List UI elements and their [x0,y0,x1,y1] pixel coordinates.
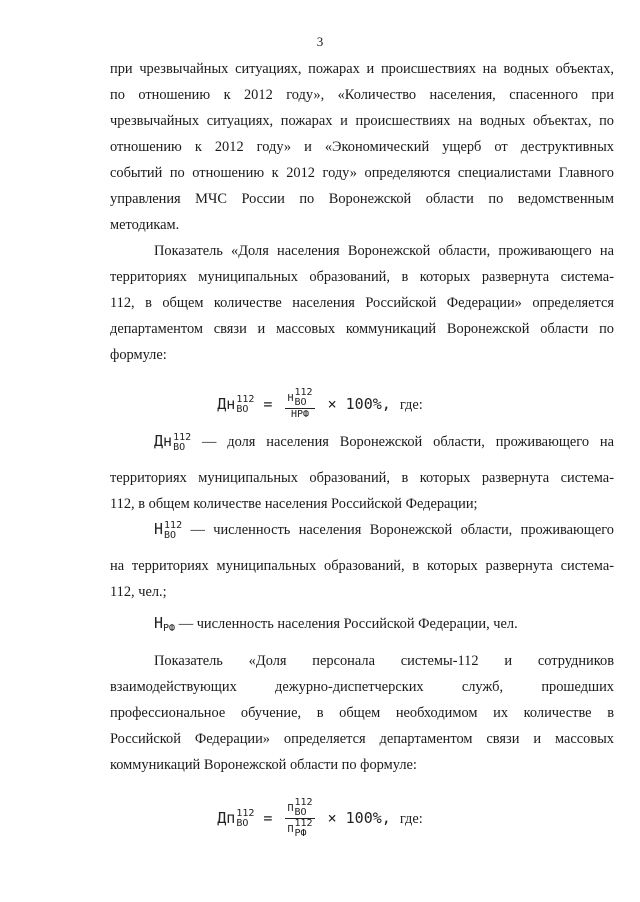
definition-1: Дн 112 ВО — доля населения Воронежской области, проживающего на территориях муниципальных образований, в которых развернута система- 112, в общем количестве населения Российской Федерации; [110,426,614,517]
formula-tail: где: [399,811,423,827]
text-line: Показатель «Доля персонала системы-112 и сотрудников [154,653,614,669]
definition-dash: — [190,522,205,538]
text-line: Российской Федерации» определяется департаментом связи и массовых [110,731,614,747]
text-line: территориях муниципальных образований, в которых развернута система- [110,470,614,486]
formula-lhs-index: 112 ВО [236,807,255,829]
definition-symbol: Дн [154,432,173,450]
formula-share-population [0,388,640,421]
text-line: 112, в общем количестве населения Российской Федерации; [110,496,478,512]
text-line: взаимодействующих дежурно-диспетчерских служб, прошедших [110,679,614,695]
text-line: отношению к 2012 году» и «Экономический ущерб от деструктивных [110,139,614,155]
formula-equals: = [263,809,273,827]
definition-symbol: Н [154,614,164,632]
formula-lhs: Дн [217,395,236,413]
text-line: Показатель «Доля населения Воронежской области, проживающего на [154,243,614,259]
paragraph-1 [110,56,614,238]
paragraph-2 [110,238,614,368]
formula-fraction: П 112 ВО П 112 РФ [287,797,313,839]
text-line: профессиональное обучение, в общем необходимом их количестве в [110,705,614,721]
definition-text: численность населения Воронежской области, проживающего [213,522,614,538]
definition-2: Н 112 ВО — численность населения Воронежской области, проживающего на территориях муниципальных образований, в которых развернута система- 112, чел.; [110,514,614,605]
text-line: при чрезвычайных ситуациях, пожарах и происшествиях на водных объектах, [110,61,614,77]
text-line: методикам. [110,217,180,233]
text-line: чрезвычайных ситуациях, пожарах и происшествиях на водных объектах, по [110,113,614,129]
text-line: управления МЧС России по Воронежской области по ведомственным [110,191,614,207]
formula-share-personnel [0,798,640,839]
definition-text: доля населения Воронежской области, проживающего на [227,434,614,450]
text-line: коммуникаций Воронежской области по формуле: [110,757,417,773]
text-line: 112, чел.; [110,584,167,600]
formula-equals: = [263,395,273,413]
definition-symbol: Н [154,520,164,538]
definition-3: $Н_{РФ}$ — численность населения Российской Федерации, чел. [154,614,518,634]
text-line: событий по отношению к 2012 году» определяются специалистами Главного [110,165,614,181]
page-number: 3 [316,34,324,49]
text-line: по отношению к 2012 году», «Количество населения, спасенного при [110,87,614,103]
text-line: территориях муниципальных образований, в которых развернута система- [110,269,614,285]
definition-dash: — [178,616,194,632]
text-line: департаментом связи и массовых коммуникаций Воронежской области по [110,321,614,337]
formula-times: × 100%, [327,809,391,827]
paragraph-3 [110,648,614,778]
formula-lhs: Дп [217,809,236,827]
formula-lhs-index: 112 ВО [236,393,255,415]
text-line: на территориях муниципальных образований, в которых развернута система- [110,558,614,574]
text-line: 112, в общем количестве населения Российской Федерации» определяется [110,295,614,311]
formula-times: × 100%, [327,395,391,413]
formula-fraction: Н 112 ВО НРФ [287,387,313,420]
definition-dash: — [202,434,217,450]
definition-text: численность населения Российской Федерации, чел. [196,616,518,632]
text-line: формуле: [110,347,167,363]
formula-tail: где: [399,397,423,413]
